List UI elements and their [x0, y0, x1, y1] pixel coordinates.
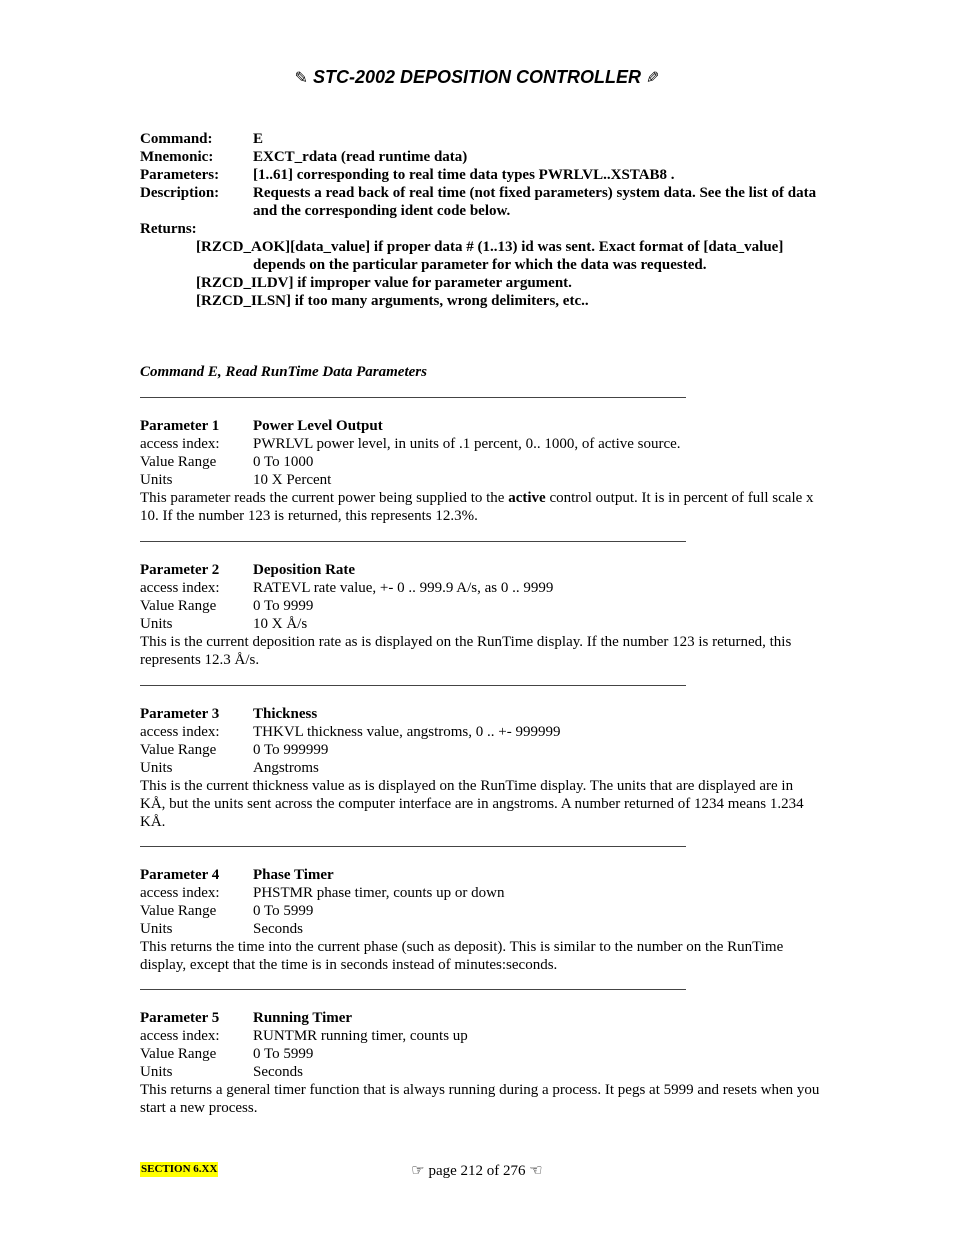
- field-label: access index:: [140, 885, 220, 901]
- units-value: Seconds: [253, 921, 303, 937]
- field-label: access index:: [140, 580, 220, 596]
- access-value: THKVL thickness value, angstroms, 0 .. +- 999999: [253, 724, 561, 740]
- page-number: [0, 1160, 954, 1181]
- parameter-description: This is the current thickness value as is displayed on the RunTime display. The units that are displayed are in KÅ, but the units sent across the computer interface are in angstroms. A number returned of 1234 means 1.234 KÅ.: [140, 778, 804, 830]
- row-label: Command:: [140, 131, 213, 147]
- access-row: [140, 1027, 820, 1045]
- field-label: Units: [140, 921, 173, 937]
- returns-line: [RZCD_ILSN] if too many arguments, wrong delimiters, etc..: [196, 293, 589, 309]
- row-label: Mnemonic:: [140, 149, 214, 165]
- range-row: [140, 1045, 820, 1063]
- access-row: [140, 579, 820, 597]
- units-row: [140, 920, 820, 938]
- range-row: [140, 453, 820, 471]
- command-block: [140, 130, 820, 310]
- access-value: RATEVL rate value, +- 0 .. 999.9 A/s, as 0 .. 9999: [253, 580, 554, 596]
- document-header: [0, 64, 954, 92]
- access-value: PHSTMR phase timer, counts up or down: [253, 885, 505, 901]
- parameter-description: This returns a general timer function that is always running during a process. It pegs at 5999 and resets when you start a new process.: [140, 1082, 820, 1116]
- parameter-name: Running Timer: [253, 1010, 353, 1026]
- parameter-name: Phase Timer: [253, 867, 334, 883]
- parameter-block: [140, 866, 820, 974]
- parameter-block: [140, 561, 820, 669]
- field-label: access index:: [140, 1028, 220, 1044]
- divider: [140, 541, 686, 542]
- description-emphasis: active: [508, 490, 546, 506]
- range-value: 0 To 1000: [253, 454, 314, 470]
- row-value: EXCT_rdata (read runtime data): [253, 149, 468, 165]
- divider: [140, 397, 686, 398]
- range-value: 0 To 9999: [253, 598, 314, 614]
- section-badge: SECTION 6.XX: [141, 1163, 218, 1175]
- parameter-heading: [140, 1009, 820, 1027]
- parameter-heading: [140, 705, 820, 723]
- field-label: Value Range: [140, 598, 217, 614]
- document-title: STC-2002 DEPOSITION CONTROLLER: [312, 67, 642, 87]
- parameter-block: [140, 417, 820, 525]
- parameter-description: [140, 489, 820, 525]
- parameter-label: Parameter 3: [140, 706, 220, 722]
- parameters-row: [140, 166, 820, 184]
- range-value: 0 To 5999: [253, 1046, 314, 1062]
- parameter-name: Thickness: [253, 706, 318, 722]
- description-row: [140, 184, 820, 220]
- parameter-block: [140, 705, 820, 831]
- row-value: Requests a read back of real time (not fixed parameters) system data. See the list of data and the corresponding ident code below.: [253, 185, 817, 219]
- parameter-heading: [140, 561, 820, 579]
- pointing-hand-right-icon: ☞: [411, 1161, 425, 1179]
- row-value: [1..61] corresponding to real time data types PWRLVL..XSTAB8 .: [253, 167, 675, 183]
- range-row: [140, 597, 820, 615]
- range-value: 0 To 999999: [253, 742, 329, 758]
- divider: [140, 685, 686, 686]
- mnemonic-row: [140, 148, 820, 166]
- field-label: access index:: [140, 724, 220, 740]
- field-label: Value Range: [140, 454, 217, 470]
- units-row: [140, 759, 820, 777]
- parameter-block: [140, 1009, 820, 1117]
- units-row: [140, 1063, 820, 1081]
- row-label: Parameters:: [140, 167, 220, 183]
- field-label: Value Range: [140, 1046, 217, 1062]
- section-title: Command E, Read RunTime Data Parameters: [140, 364, 427, 380]
- returns-label: Returns:: [140, 221, 197, 237]
- access-row: [140, 435, 820, 453]
- page-number-text: page 212 of 276: [428, 1163, 526, 1179]
- parameter-name: Deposition Rate: [253, 562, 356, 578]
- row-value: E: [253, 131, 264, 147]
- access-value: RUNTMR running timer, counts up: [253, 1028, 468, 1044]
- description-text: control output. It is in percent of full scale x 10. If the number 123 is returned, this represents 12.3%.: [140, 490, 814, 524]
- returns-line: [RZCD_AOK][data_value] if proper data # (1..13) id was sent. Exact format of [data_value]: [196, 239, 784, 255]
- divider: [140, 846, 686, 847]
- units-value: 10 X Å/s: [253, 616, 308, 632]
- units-value: Seconds: [253, 1064, 303, 1080]
- parameter-label: Parameter 2: [140, 562, 220, 578]
- field-label: Value Range: [140, 903, 217, 919]
- divider: [140, 989, 686, 990]
- field-label: Units: [140, 472, 173, 488]
- parameter-label: Parameter 5: [140, 1010, 220, 1026]
- field-label: Units: [140, 760, 173, 776]
- access-row: [140, 723, 820, 741]
- units-value: Angstroms: [253, 760, 319, 776]
- pointing-hand-left-icon: ☜: [529, 1161, 543, 1179]
- field-label: access index:: [140, 436, 220, 452]
- description-text: This parameter reads the current power being supplied to the: [140, 490, 509, 506]
- command-row: [140, 130, 820, 148]
- units-row: [140, 471, 820, 489]
- range-value: 0 To 5999: [253, 903, 314, 919]
- parameter-description: This is the current deposition rate as is displayed on the RunTime display. If the number 123 is returned, this represents 12.3 Å/s.: [140, 634, 792, 668]
- units-row: [140, 615, 820, 633]
- pencil-icon: ✎: [294, 70, 308, 87]
- row-label: Description:: [140, 185, 220, 201]
- parameter-name: Power Level Output: [253, 418, 383, 434]
- returns-line: [RZCD_ILDV] if improper value for parameter argument.: [196, 275, 572, 291]
- access-value: PWRLVL power level, in units of .1 percent, 0.. 1000, of active source.: [253, 436, 681, 452]
- units-value: 10 X Percent: [253, 472, 332, 488]
- returns-line: depends on the particular parameter for which the data was requested.: [253, 257, 707, 273]
- field-label: Units: [140, 1064, 173, 1080]
- range-row: [140, 741, 820, 759]
- pencil-icon: ✎: [646, 70, 660, 87]
- parameter-heading: [140, 417, 820, 435]
- parameter-label: Parameter 1: [140, 418, 220, 434]
- field-label: Units: [140, 616, 173, 632]
- parameter-description: This returns the time into the current phase (such as deposit). This is similar to the number on the RunTime display, except that the time is in seconds instead of minutes:seconds.: [140, 939, 784, 973]
- field-label: Value Range: [140, 742, 217, 758]
- page-footer: [0, 1160, 954, 1180]
- parameter-heading: [140, 866, 820, 884]
- range-row: [140, 902, 820, 920]
- access-row: [140, 884, 820, 902]
- parameter-label: Parameter 4: [140, 867, 220, 883]
